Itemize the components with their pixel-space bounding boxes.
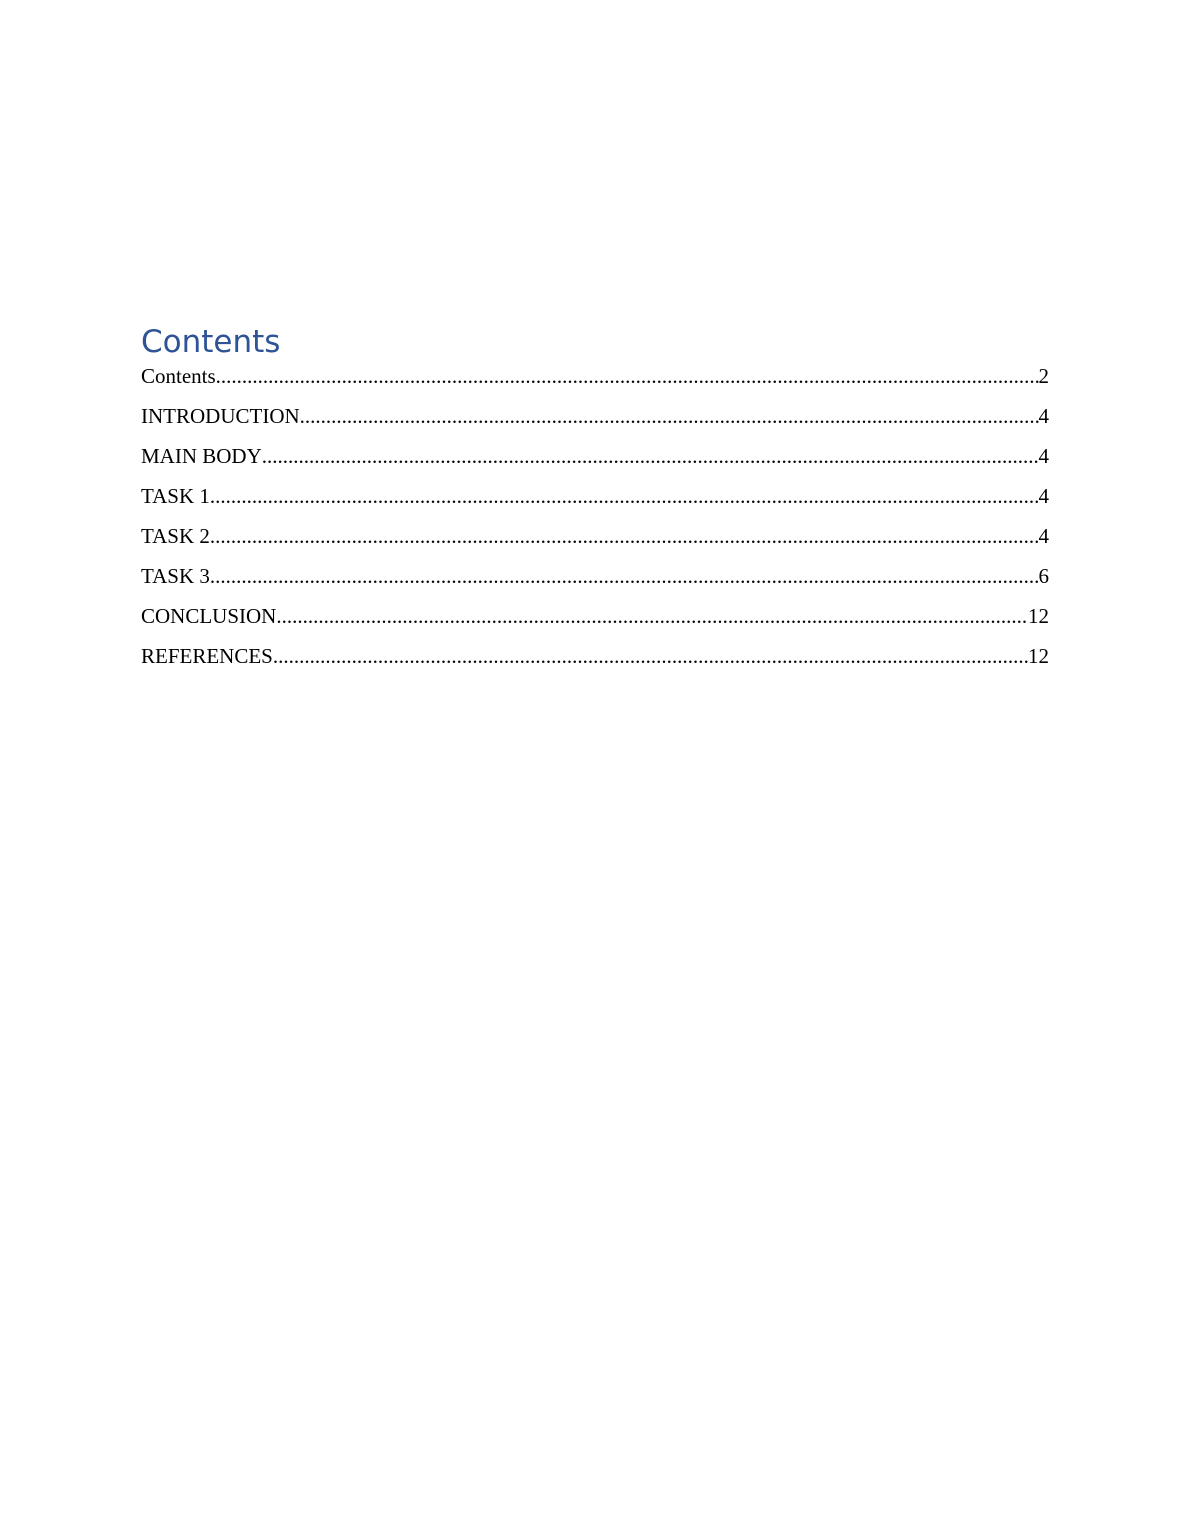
toc-entry-label: TASK 2 [141,524,210,548]
toc-dot-leader [216,364,1039,388]
toc-entry-introduction[interactable] [141,404,1049,444]
toc-entry-page-number: 6 [1038,564,1049,588]
toc-entry-references[interactable] [141,644,1049,684]
toc-list [141,364,1049,684]
toc-entry-label: INTRODUCTION [141,404,300,428]
toc-dot-leader [273,644,1028,668]
toc-dot-leader [300,404,1039,428]
toc-heading: Contents [141,324,281,360]
toc-entry-label: TASK 1 [141,484,210,508]
toc-entry-task-3[interactable] [141,564,1049,604]
toc-entry-label: CONCLUSION [141,604,277,628]
toc-entry-page-number: 4 [1038,524,1049,548]
toc-dot-leader [262,444,1039,468]
toc-entry-label: TASK 3 [141,564,210,588]
toc-entry-task-1[interactable] [141,484,1049,524]
toc-dot-leader [210,484,1039,508]
toc-entry-main-body[interactable] [141,444,1049,484]
toc-dot-leader [210,564,1039,588]
toc-entry-conclusion[interactable] [141,604,1049,644]
toc-entry-page-number: 12 [1028,644,1049,668]
toc-entry-label: REFERENCES [141,644,273,668]
toc-entry-page-number: 2 [1038,364,1049,388]
toc-entry-page-number: 12 [1028,604,1049,628]
toc-entry-contents[interactable] [141,364,1049,404]
toc-dot-leader [210,524,1039,548]
toc-entry-page-number: 4 [1038,444,1049,468]
toc-entry-page-number: 4 [1038,484,1049,508]
toc-entry-label: MAIN BODY [141,444,262,468]
toc-entry-task-2[interactable] [141,524,1049,564]
toc-entry-label: Contents [141,364,216,388]
toc-dot-leader [276,604,1028,628]
table-of-contents [141,322,1049,684]
toc-entry-page-number: 4 [1038,404,1049,428]
